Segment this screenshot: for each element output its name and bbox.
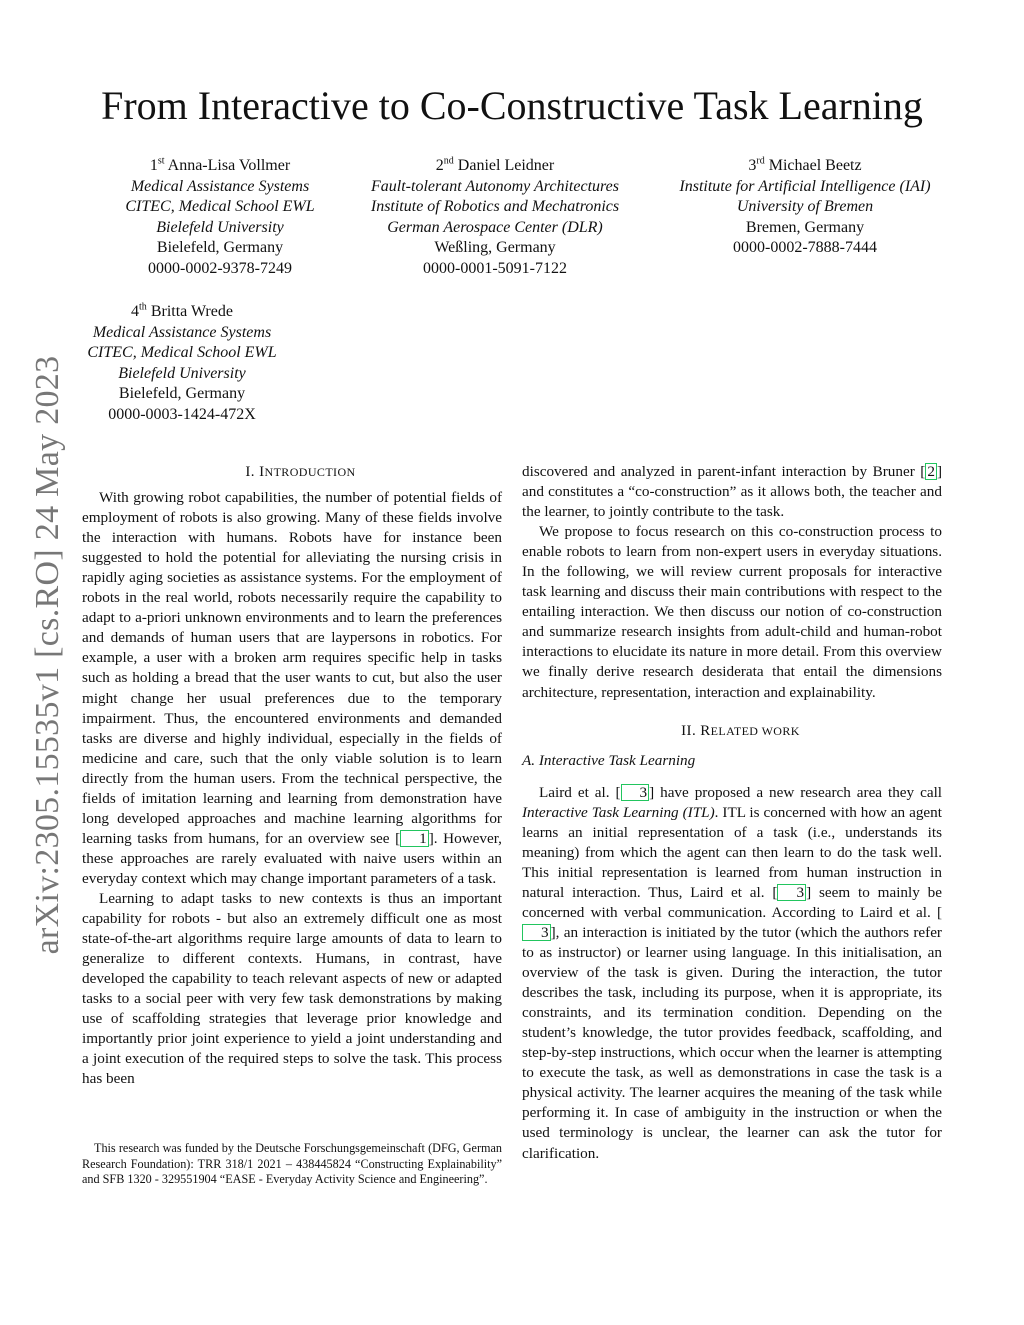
author-orcid: 0000-0002-7888-7444 [733, 239, 877, 256]
author-city: Weßling, Germany [434, 239, 556, 256]
author-affiliation: Institute of Robotics and Mechatronics [370, 198, 620, 215]
section-heading-related-work: II. RELATED WORK [681, 722, 800, 739]
author-affiliation: Bielefeld University [118, 364, 246, 382]
author-orcid: 0000-0002-9378-7249 [148, 259, 292, 277]
subsection-heading: A. Interactive Task Learning [522, 751, 696, 769]
author-orcid: 0000-0001-5091-7122 [423, 259, 567, 277]
author-name: 2nd Daniel Leidner [435, 155, 555, 174]
arxiv-identifier: arXiv:2305.15535v1 [cs.RO] 24 May 2023 [29, 355, 66, 955]
author-affiliation: Institute for Artificial Intelligence (IAI) [679, 177, 931, 195]
author-city: Bremen, Germany [745, 218, 865, 236]
author-affiliation: Medical Assistance Systems [92, 323, 272, 341]
citation-link[interactable]: 3 [777, 884, 806, 901]
citation-link[interactable]: 2 [927, 463, 935, 480]
author-name: 1st Anna-Lisa Vollmer [149, 155, 291, 174]
section-heading-introduction: I. INTRODUCTION [245, 464, 356, 480]
author-block-4 [62, 302, 302, 425]
citation-link[interactable]: 1 [400, 830, 429, 847]
paragraph: Learning to adapt tasks to new contexts is thus an important capability for robots - but also an extremely difficult one as most state-of-the-art algorithms require large amounts of data to learn to generalize to different contexts. Humans, in contrast, have developed the capability to teach relevant aspects of new or adapted tasks to a social peer with very few task demonstrations by making use of scaffolding strategies that leverage prior knowledge and importantly prior joint experience to yield a joint understanding and a joint execution of the required steps to solve the task. This process has been [82, 889, 502, 1088]
author-affiliation: University of Bremen [736, 198, 874, 215]
author-affiliation: Medical Assistance Systems [130, 177, 310, 195]
paper-title: From Interactive to Co-Constructive Task Learning [101, 83, 923, 128]
paragraph: With growing robot capabilities, the number of potential fields of employment of robots is also growing. Many of these fields involve the interaction with humans. Robots have for instance been suggested to hold the potential for alleviating the nursing crisis in rapidly aging societies as assistance systems. For the employment of robots in the real world, robots necessarily require the capability to adapt to a-priori unknown environments and to learn the preferences and demands of human users that are laypersons in robotics. For example, a user with a broken arm requires specific help in tasks such as holding a bread that the user wants to cut, but also the user might change her usual preferences due to the temporary impairment. Thus, the encountered environments and demanded tasks are diverse and highly individual, especially in the fields of medicine and care, such that the only viable solution is to learn directly from the human users. From the technical perspective, the fields of imitation learning and learning from demonstration have long developed approaches and machine learning algorithms for learning tasks from humans, for an overview see [ 1 ]. However, these approaches are rarely evaluated with naive users within an everyday context which may change important parameters of a task. [82, 489, 502, 887]
paragraph: discovered and analyzed in parent-infant interaction by Bruner [ 2 ] and constitutes a “co-construction” as it allows both, the teacher and the learner, to jointly contribute to the task. [522, 463, 942, 521]
author-city: Bielefeld, Germany [156, 239, 284, 256]
left-column [82, 462, 502, 1089]
paragraph: We propose to focus research on this co-construction process to enable robots to learn from non-expert users in everyday situations. In the following, we will review current proposals for interactive task learning and discuss their main contributions with respect to the entailing interaction. We then discuss our notion of co-construction and summarize research insights from adult-child and human-robot interactions to elucidate its nature in more detail. From this overview we finally derive research desiderata that entail the dimensions architecture, representation, interaction and explainability. [522, 523, 942, 701]
author-affiliation: Fault-tolerant Autonomy Architectures [371, 177, 619, 195]
right-column [522, 462, 942, 1164]
paragraph: Laird et al. [ 3 ] have proposed a new research area they call Interactive Task Learning (ITL). ITL is concerned with how an agent learns an initial representation of a task (i.e., understands its meaning) from which the agent can then learn to do the task well. This initial representation is learned from human instruction in natural interaction. Thus, Laird et al. [ 3 ] seem to mainly be concerned with verbal communication. According to Laird et al. [3 ], an interaction is initiated by the tutor (which the authors refer to as instructor) or learner using language. In this initialisation, an overview of the task is given. During the interaction, the tutor describes the task, including its purpose, when it is appropriate, its constraints, and its termination condition. Depending on the student’s knowledge, the tutor provides feedback, scaffolding, and step-by-step instructions, which occur when the learner is attempting to execute the task, as well as demonstrations in case the task is a physical activity. The learner acquires the meaning of the task while performing it. In case of ambiguity in the instruction or when the used terminology is unclear, the learner can ask the tutor for clarification. [522, 783, 943, 1162]
author-name: 3rd Michael Beetz [748, 155, 862, 174]
author-block-2 [345, 156, 645, 279]
author-orcid: 0000-0003-1424-472X [108, 405, 256, 423]
author-block-1 [100, 156, 340, 279]
author-affiliation: Bielefeld University [156, 218, 284, 236]
citation-link[interactable]: 3 [522, 924, 551, 941]
author-block-3 [650, 156, 960, 259]
author-affiliation: German Aerospace Center (DLR) [387, 218, 603, 236]
footnote-funding: This research was funded by the Deutsche Forschungsgemeinschaft (DFG, German Research Foundation): TRR 318/1 2021 – 438445824 “Constructing Explainability” and SFB 1320 - 329551904 “EASE - Everyday Activity Science and Engineering”. [82, 1141, 502, 1187]
author-affiliation: CITEC, Medical School EWL [125, 198, 315, 215]
author-city: Bielefeld, Germany [118, 385, 246, 402]
author-affiliation: CITEC, Medical School EWL [87, 344, 277, 361]
author-name: 4th Britta Wrede [131, 301, 233, 320]
citation-link[interactable]: 3 [621, 784, 650, 801]
